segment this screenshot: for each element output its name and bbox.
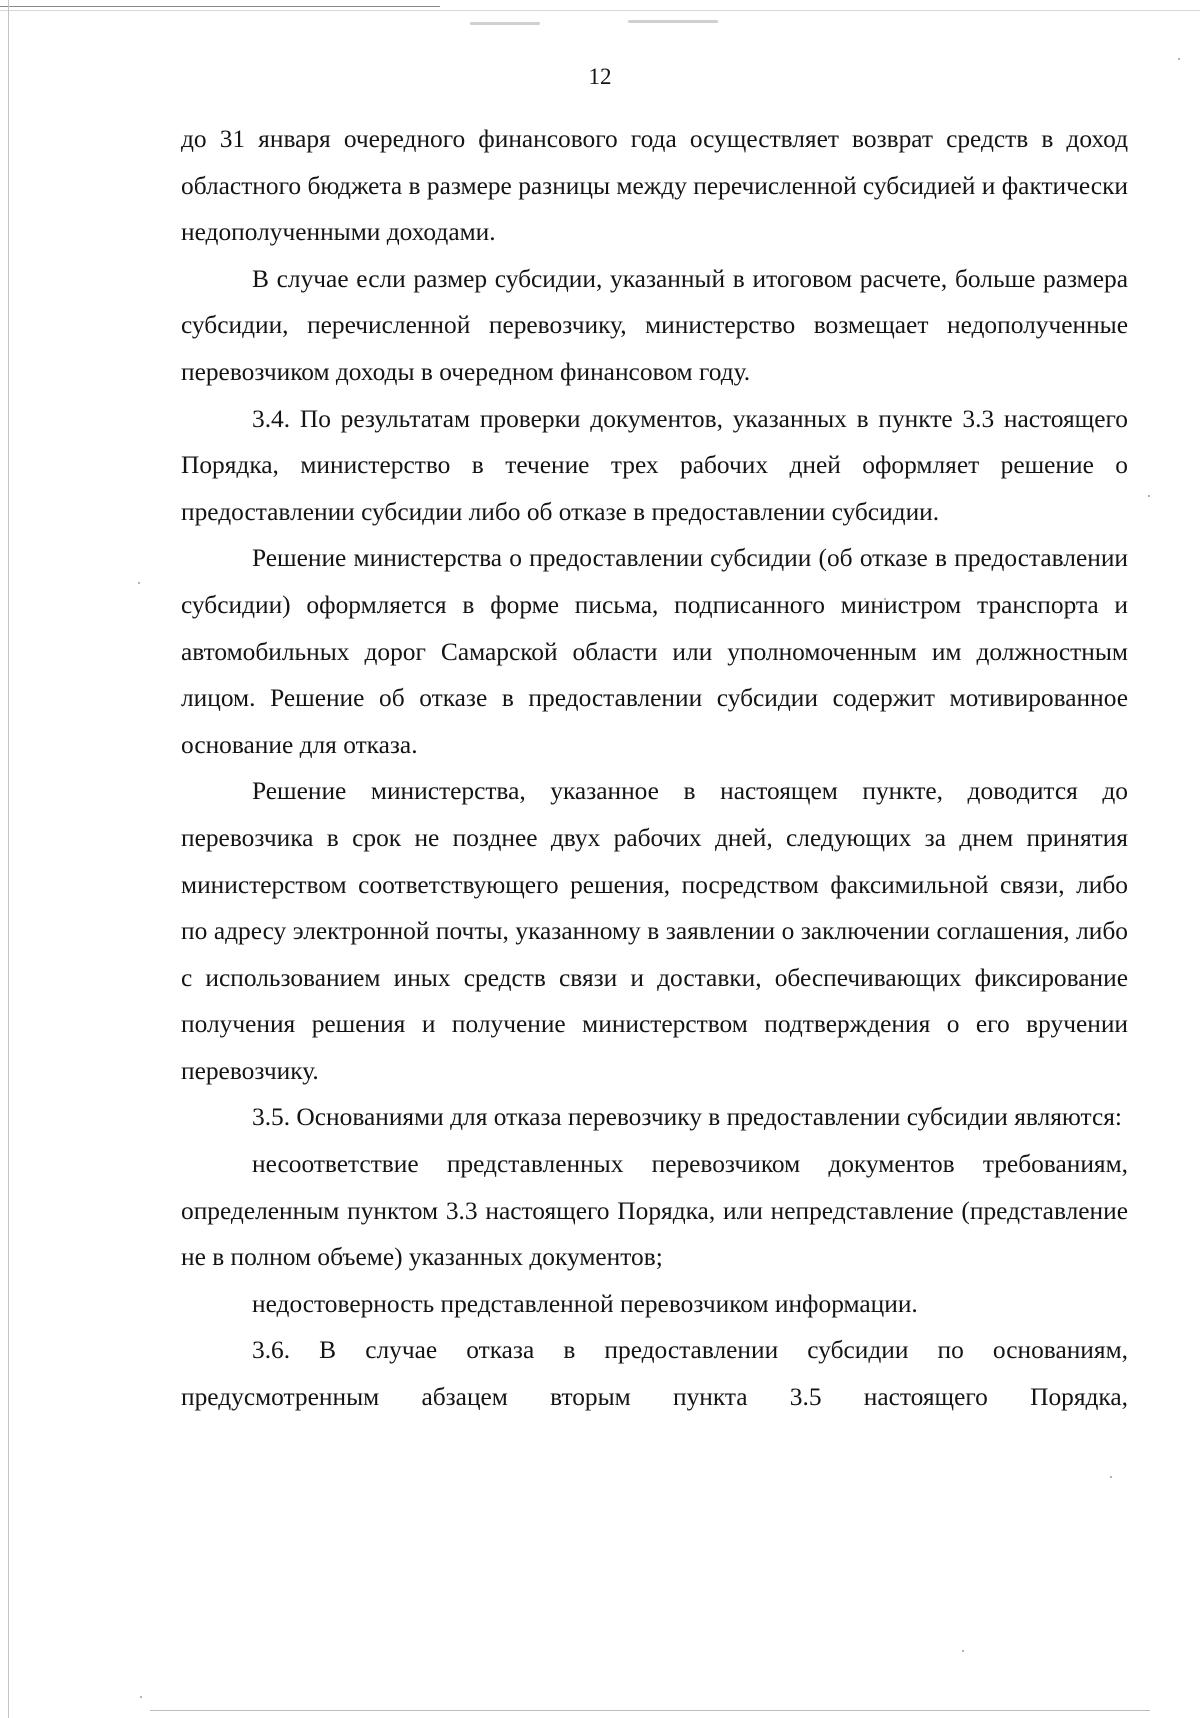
paragraph: несоответствие представленных перевозчиком документов требованиям, определенным пунктом 3.3 настоящего Порядка, или непредставление (представление не в полном объеме) указанных документов; xyxy=(181,1150,1128,1272)
scan-smudge xyxy=(470,22,540,25)
scan-artifact-edge xyxy=(8,0,9,1718)
scan-artifact-line xyxy=(0,6,440,7)
paragraph: недостоверность представленной перевозчиком информации. xyxy=(252,1289,918,1318)
paragraph: Решение министерства о предоставлении субсидии (об отказе в предоставлении субсидии) оформляется в форме письма, подписанного министром транспорта и автомобильных дорог Самарской области или уполномоченным им должностным лицом. Решение об отказе в предоставлении субсидии содержит мотивированное основание для отказа. xyxy=(181,544,1128,759)
scan-speck xyxy=(1148,495,1150,497)
paragraph: Решение министерства, указанное в настоящем пункте, доводится до перевозчика в срок не позднее двух рабочих дней, следующих за днем принятия министерством соответствующего решения, посредством факсимильной связи, либо по адресу электронной почты, указанному в заявлении о заключении соглашения, либо с использованием иных средств связи и доставки, обеспечивающих фиксирование получения решения и получение министерством подтверждения о его вручении перевозчику. xyxy=(181,777,1128,1085)
scan-speck xyxy=(962,1650,964,1652)
paragraph: В случае если размер субсидии, указанный в итоговом расчете, больше размера субсидии, перечисленной перевозчику, министерство возмещает недополученные перевозчиком доходы в очередном финансовом году. xyxy=(181,264,1128,386)
page-number: 12 xyxy=(588,64,612,89)
scan-speck xyxy=(140,1696,142,1698)
paragraph: 3.5. Основаниями для отказа перевозчику в предоставлении субсидии являются: xyxy=(252,1103,1122,1132)
document-body xyxy=(181,116,1128,1421)
scan-speck xyxy=(1178,58,1180,60)
scan-speck xyxy=(1110,1476,1112,1478)
scan-smudge xyxy=(628,20,718,23)
paragraph: до 31 января очередного финансового года осуществляет возврат средств в доход областного бюджета в размере разницы между перечисленной субсидией и фактически недополученными доходами. xyxy=(181,125,1128,247)
scan-speck xyxy=(138,582,140,584)
scan-artifact-line xyxy=(150,1710,1150,1711)
scan-artifact-line xyxy=(0,10,1200,11)
paragraph: 3.4. По результатам проверки документов, указанных в пункте 3.3 настоящего Порядка, министерство в течение трех рабочих дней оформляет решение о предоставлении субсидии либо об отказе в предоставлении субсидии. xyxy=(181,404,1128,526)
paragraph: 3.6. В случае отказа в предоставлении субсидии по основаниям, предусмотренным абзацем вторым пункта 3.5 настоящего Порядка, xyxy=(181,1336,1128,1412)
